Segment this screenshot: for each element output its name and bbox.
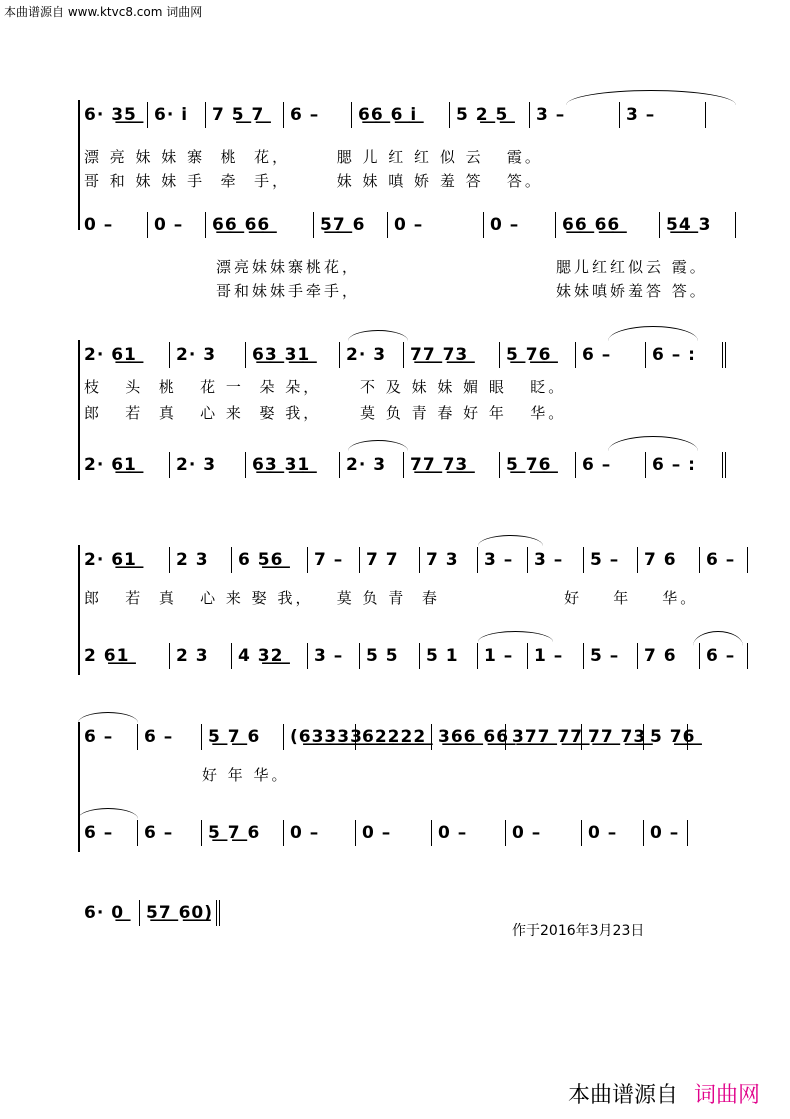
measure: 6 – (138, 724, 202, 750)
measure: 3 – (620, 102, 706, 128)
lyric-line: 妹妹嗔娇羞答 答。 (556, 282, 708, 300)
lyric-line: 漂亮妹妹寨桃花， (216, 258, 361, 276)
measure: 0 – (506, 820, 582, 846)
lyric-line: 腮儿红红似云 霞。 (556, 258, 708, 276)
lower-staff-row (78, 820, 688, 846)
system-4 (78, 712, 748, 862)
upper-staff-row (78, 342, 726, 368)
measure: 0 – (388, 212, 484, 238)
measure: 2· 6͟1͟ (78, 452, 170, 478)
system-5 (78, 898, 238, 938)
lyric-line: 郎 若 真 心 来 娶 我， 莫 负 青 春 好 年 华。 (84, 589, 699, 607)
measure: 6 5͟6͟ (232, 547, 308, 573)
measure: 5͟ 7͟6͟ (500, 452, 576, 478)
measure: 2· 3 (170, 452, 246, 478)
measure: 1 – (478, 643, 528, 669)
measure: 6͟6͟ 6͟6͟ (556, 212, 660, 238)
measure: 2· 3 (170, 342, 246, 368)
measure: 6͟3͟ 3͟1͟ (246, 452, 340, 478)
measure: 0 – (432, 820, 506, 846)
measure: 7͟7͟ 7͟3͟ (404, 342, 500, 368)
system-3 (78, 535, 748, 695)
measure: 7 3 (420, 547, 478, 573)
measure: 6· 0͟ (78, 900, 140, 926)
measure: 7͟7͟ 7͟3͟ (404, 452, 500, 478)
measure: 5 – (584, 643, 638, 669)
source-header: 本曲谱源自 www.ktvc8.com 词曲网 (4, 5, 203, 19)
tie-slur (608, 326, 698, 341)
measure: 5 – (584, 547, 638, 573)
measure: 2· 3 (340, 342, 404, 368)
measure: 5 2͟ 5͟ (450, 102, 530, 128)
measure: 6 – : (646, 452, 726, 478)
lyric-line: 哥 和 妹 妹 手 牵 手， 妹 妹 嗔 娇 羞 答 答。 (84, 172, 543, 190)
measure: 6 – (700, 643, 748, 669)
measure: 6 – (78, 724, 138, 750)
measure: 0 – (484, 212, 556, 238)
watermark (568, 1078, 760, 1109)
measure: 2· 6͟1͟ (78, 342, 170, 368)
measure: 0 – (78, 212, 148, 238)
measure: 6͟6͟ 6͟ i̇͟ (352, 102, 450, 128)
measure: 6· i̇ (148, 102, 206, 128)
tie-slur (693, 631, 743, 646)
measure: 7 5͟ 7͟ (206, 102, 284, 128)
measure: 7 – (308, 547, 360, 573)
measure: 0 – (644, 820, 688, 846)
tie-slur (348, 330, 408, 341)
measure: 6 – (78, 820, 138, 846)
measure: 6 – (138, 820, 202, 846)
measure: 0 – (582, 820, 644, 846)
measure: 6 – (700, 547, 748, 573)
measure: 6 – : (646, 342, 726, 368)
measure: 4 3͟2͟ (232, 643, 308, 669)
measure: 5͟ 7͟ 6 (202, 820, 284, 846)
upper-staff-row (78, 547, 748, 573)
lower-staff-row (78, 212, 736, 238)
lyric-line: 郎 若 真 心 来 娶 我， 莫 负 青 春 好 年 华。 (84, 404, 567, 422)
tie-slur (608, 436, 698, 451)
measure: 0 – (148, 212, 206, 238)
measure: 3͟7͟7͟ 7͟7͟ (506, 724, 582, 750)
date-note: 作于2016年3月23日 (512, 923, 645, 939)
measure: 5͟4͟ 3 (660, 212, 736, 238)
measure: 5 5 (360, 643, 420, 669)
measure: 7͟7͟ 7͟3͟ (582, 724, 644, 750)
measure: (6͟3͟3͟3͟3͟ (284, 724, 356, 750)
measure: 6 – (576, 452, 646, 478)
measure: 3 – (528, 547, 584, 573)
tie-slur (566, 90, 736, 105)
measure: 6͟6͟ 6͟6͟ (206, 212, 314, 238)
measure: 0 – (356, 820, 432, 846)
upper-staff-row (78, 724, 696, 750)
measure: 6͟2͟2͟2͟2͟ (356, 724, 432, 750)
upper-staff-row (78, 900, 220, 926)
measure: 2 3 (170, 547, 232, 573)
lower-staff-row (78, 452, 726, 478)
measure: 0 – (284, 820, 356, 846)
measure: 6͟3͟ 3͟1͟ (246, 342, 340, 368)
measure: 2 3 (170, 643, 232, 669)
tie-slur (78, 808, 138, 819)
measure: 5 7͟6͟ (644, 724, 688, 750)
measure: 7 7 (360, 547, 420, 573)
lyric-line: 哥和妹妹手牵手， (216, 282, 361, 300)
measure: 1 – (528, 643, 584, 669)
measure: 3 – (478, 547, 528, 573)
measure: 5͟7͟ 6͟0͟) (140, 900, 220, 926)
tie-slur (478, 535, 543, 546)
watermark-right: 词曲网 (693, 1083, 760, 1108)
lyric-line: 枝 头 桃 花 一 朵 朵， 不 及 妹 妹 媚 眼 眨。 (84, 378, 567, 396)
lyric-line: 好 年 华。 (202, 766, 290, 784)
measure: 3 – (530, 102, 620, 128)
tie-slur (478, 631, 553, 642)
tie-slur (78, 712, 138, 723)
measure: 5 1 (420, 643, 478, 669)
measure: 6· 3͟5͟ (78, 102, 148, 128)
lyric-line: 漂 亮 妹 妹 寨 桃 花， 腮 儿 红 红 似 云 霞。 (84, 148, 543, 166)
measure: 5͟ 7͟6͟ (500, 342, 576, 368)
measure: 7 6 (638, 643, 700, 669)
measure: 6 – (284, 102, 352, 128)
system-1 (78, 90, 748, 320)
measure: 5͟ 7͟ 6 (202, 724, 284, 750)
measure: 3͟6͟6͟ 6͟6͟ (432, 724, 506, 750)
measure: 7 6 (638, 547, 700, 573)
measure: 2· 3 (340, 452, 404, 478)
measure: 2· 6͟1͟ (78, 547, 170, 573)
system-2 (78, 330, 748, 490)
tie-slur (348, 440, 408, 451)
lower-staff-row (78, 643, 748, 669)
measure: 3 – (308, 643, 360, 669)
measure: 6 – (576, 342, 646, 368)
upper-staff-row (78, 102, 706, 128)
measure: 5͟7͟ 6 (314, 212, 388, 238)
watermark-left: 本曲谱源自 (567, 1083, 678, 1108)
measure: 2 6͟1͟ (78, 643, 170, 669)
